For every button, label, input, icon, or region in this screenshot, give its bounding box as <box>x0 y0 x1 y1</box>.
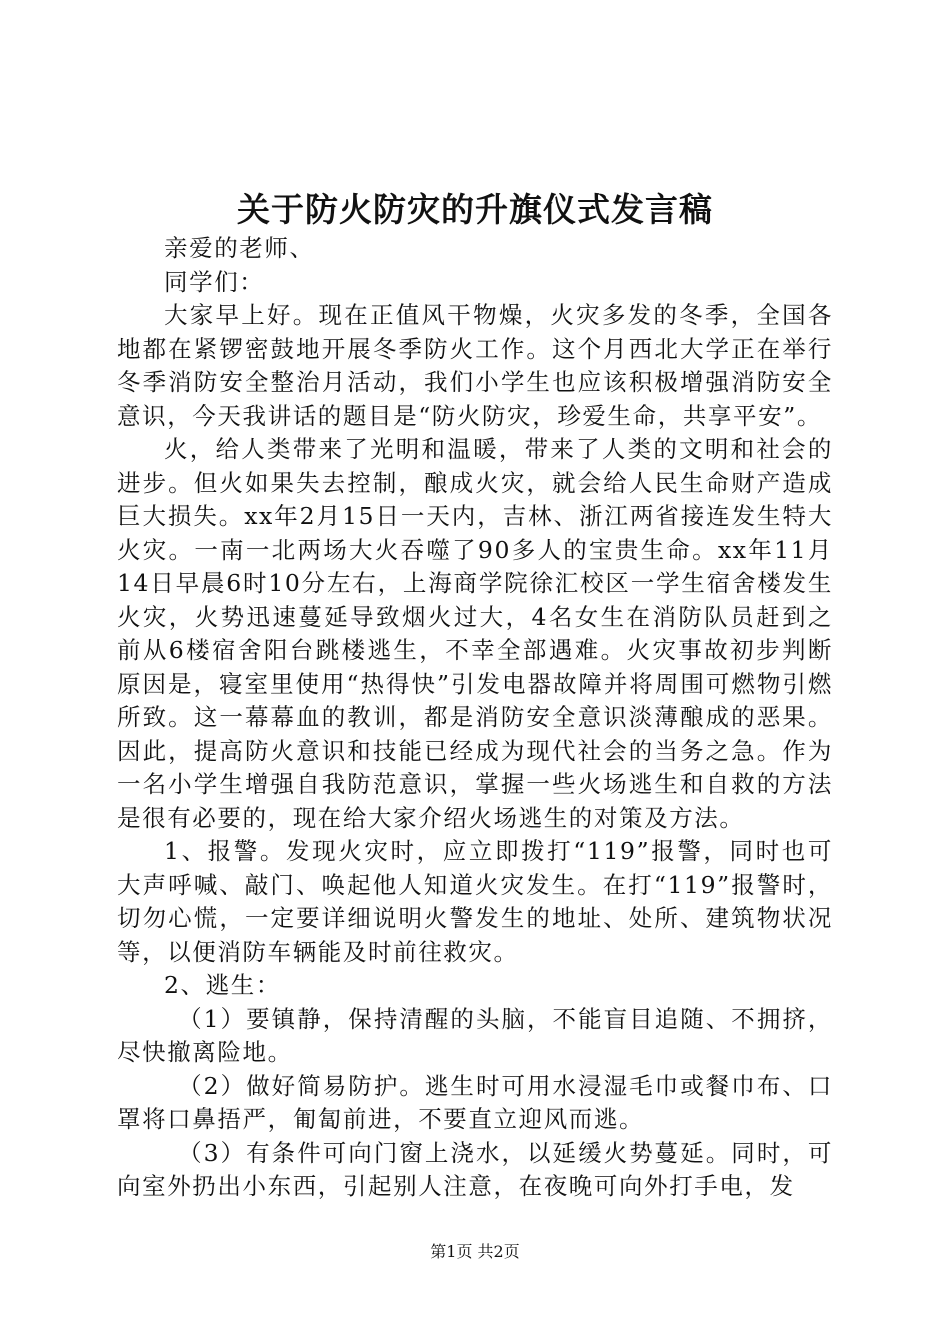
paragraph-alarm: 1、报警。发现火灾时，应立即拨打“119”报警，同时也可大声呼喊、敲门、唤起他人知道火灾发生。在打“119”报警时，切勿心慌，一定要详细说明火警发生的地址、处所、建筑物状况等，以便消防车辆能及时前往救灾。 <box>117 837 833 966</box>
document-title: 关于防火防灾的升旗仪式发言稿 <box>237 190 713 229</box>
greeting-line-1: 亲爱的老师、 <box>164 234 315 262</box>
page-footer: 第1页 共2页 <box>430 1242 520 1261</box>
paragraph-fire-cases: 火，给人类带来了光明和温暖，带来了人类的文明和社会的进步。但火如果失去控制，酿成火灾，就会给人民生命财产造成巨大损失。xx年2月15日一天内，吉林、浙江两省接连发生特大火灾。一南一北两场大火吞噬了90多人的宝贵生命。xx年11月14日早晨6时10分左右，上海商学院徐汇校区一学生宿舍楼发生火灾，火势迅速蔓延导致烟火过大，4名女生在消防队员赶到之前从6楼宿舍阳台跳楼逃生，不幸全部遇难。火灾事故初步判断原因是，寝室里使用“热得快”引发电器故障并将周围可燃物引燃所致。这一幕幕血的教训，都是消防安全意识淡薄酿成的恶果。因此，提高防火意识和技能已经成为现代社会的当务之急。作为一名小学生增强自我防范意识，掌握一些火场逃生和自救的方法是很有必要的，现在给大家介绍火场逃生的对策及方法。 <box>117 435 833 832</box>
paragraph-escape-2: （2）做好简易防护。逃生时可用水浸湿毛巾或餐巾布、口罩将口鼻捂严，匍匐前进，不要直立迎风而逃。 <box>117 1071 833 1133</box>
paragraph-escape-1: （1）要镇静，保持清醒的头脑，不能盲目追随、不拥挤，尽快撤离险地。 <box>117 1004 833 1066</box>
paragraph-intro: 大家早上好。现在正值风干物燥，火灾多发的冬季，全国各地都在紧锣密鼓地开展冬季防火工作。这个月西北大学正在举行冬季消防安全整治月活动，我们小学生也应该积极增强消防安全意识，今天我讲话的题目是“防火防灾，珍爱生命，共享平安”。 <box>117 301 833 430</box>
paragraph-escape-3: （3）有条件可向门窗上浇水，以延缓火势蔓延。同时，可向室外扔出小东西，引起别人注意，在夜晚可向外打手电，发 <box>117 1138 833 1200</box>
paragraph-escape-heading: 2、逃生： <box>164 971 281 999</box>
document-body <box>117 232 833 1204</box>
greeting-line-2: 同学们： <box>164 267 265 296</box>
